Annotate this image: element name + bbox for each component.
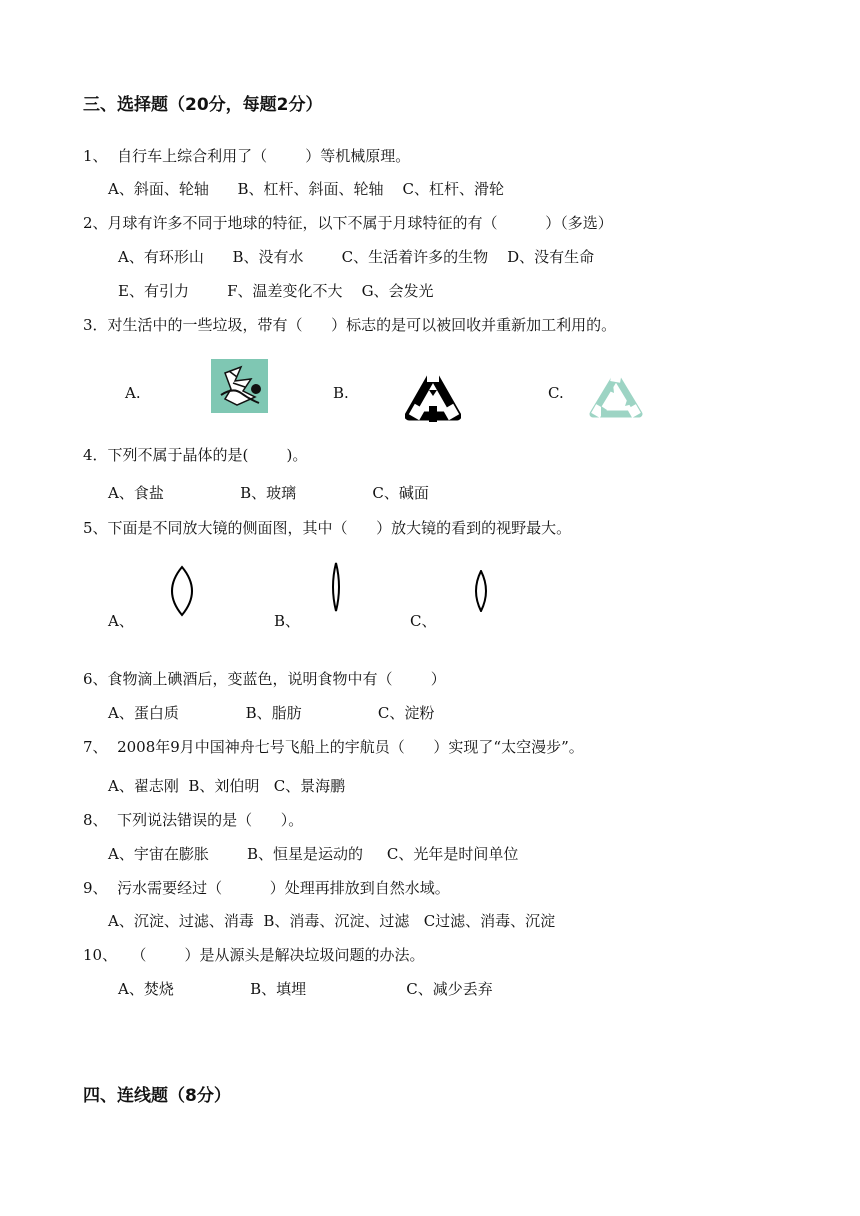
- q2-stem: 2、月球有许多不同于地球的特征，以下不属于月球特征的有（ ）（多选）: [83, 214, 613, 232]
- q8-stem: 8、 下列说法错误的是（ ）。: [83, 811, 304, 829]
- wide-lens-icon: [166, 565, 198, 617]
- q1-stem: 1、 自行车上综合利用了（ ）等机械原理。: [83, 147, 411, 165]
- q8-options: A、宇宙在膨胀 B、恒星是运动的 C、光年是时间单位: [108, 845, 519, 863]
- q3-label-a: A.: [125, 384, 141, 402]
- q3-label-c: C.: [548, 384, 564, 402]
- q2-options-row2: E、有引力 F、温差变化不大 G、会发光: [118, 282, 434, 300]
- q7-options: A、翟志刚 B、刘伯明 C、景海鹏: [108, 777, 346, 795]
- q9-stem: 9、 污水需要经过（ ）处理再排放到自然水域。: [83, 879, 450, 897]
- q6-stem: 6、食物滴上碘酒后，变蓝色，说明食物中有（ ）: [83, 670, 446, 688]
- medium-lens-icon: [473, 570, 489, 612]
- section4-heading: 四、连线题（8分）: [83, 1086, 231, 1106]
- q1-options: A、斜面、轮轴 B、杠杆、斜面、轮轴 C、杠杆、滑轮: [108, 180, 505, 198]
- thin-lens-icon: [329, 562, 343, 612]
- section3-heading: 三、选择题（20分，每题2分）: [83, 95, 323, 115]
- q9-options: A、沉淀、过滤、消毒 B、消毒、沉淀、过滤 C过滤、消毒、沉淀: [108, 912, 556, 930]
- q5-stem: 5、下面是不同放大镜的侧面图，其中（ ）放大镜的看到的视野最大。: [83, 519, 572, 537]
- q6-options: A、蛋白质 B、脂肪 C、淀粉: [108, 704, 435, 722]
- q10-stem: 10、 （ ）是从源头是解决垃圾问题的办法。: [83, 946, 425, 964]
- q5-label-b: B、: [274, 612, 301, 630]
- q3-stem: 3．对生活中的一些垃圾，带有（ ）标志的是可以被回收并重新加工利用的。: [83, 316, 617, 334]
- q7-stem: 7、 2008年9月中国神舟七号飞船上的宇航员（ ）实现了“太空漫步”。: [83, 738, 584, 756]
- green-recycle-symbol-icon: [587, 370, 645, 422]
- q5-label-a: A、: [108, 612, 134, 630]
- q4-stem: 4．下列不属于晶体的是( )。: [83, 446, 308, 464]
- q3-label-b: B.: [333, 384, 349, 402]
- black-recycle-symbol-icon: [405, 370, 461, 424]
- q10-options: A、焚烧 B、填埋 C、减少丢弃: [118, 980, 493, 998]
- illustration-image: [211, 359, 268, 413]
- q4-options: A、食盐 B、玻璃 C、碱面: [108, 484, 429, 502]
- q2-options-row1: A、有环形山 B、没有水 C、生活着许多的生物 D、没有生命: [118, 248, 595, 266]
- q5-label-c: C、: [410, 612, 437, 630]
